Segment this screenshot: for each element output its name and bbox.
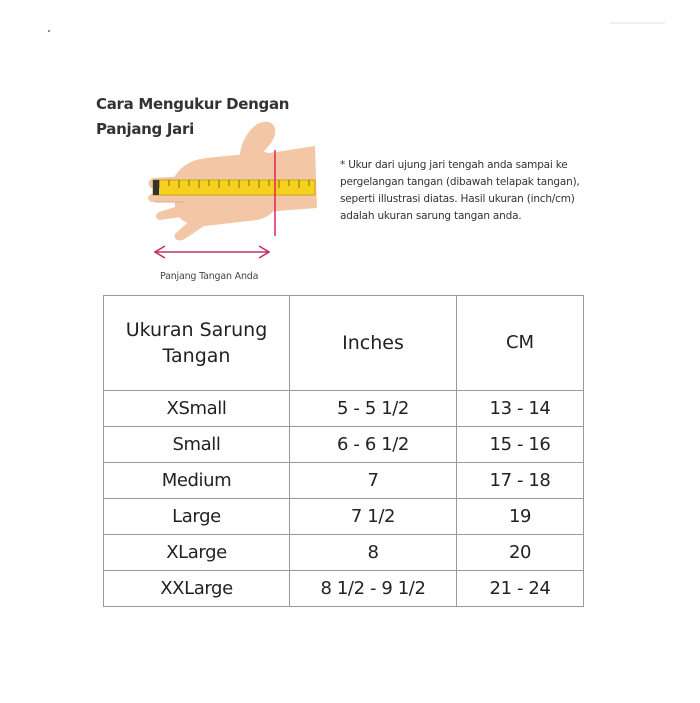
hand-measurement-illustration xyxy=(145,116,330,280)
header-inches: Inches xyxy=(290,296,457,391)
heading-line-2: Panjang Jari xyxy=(96,120,194,138)
header-glove-size-line-2: Tangan xyxy=(162,345,231,367)
inches-cell: 7 xyxy=(290,463,457,499)
inches-cell: 7 1/2 xyxy=(290,499,457,535)
cm-cell: 17 - 18 xyxy=(457,463,584,499)
cm-cell: 19 xyxy=(457,499,584,535)
cm-cell: 15 - 16 xyxy=(457,427,584,463)
hand-icon xyxy=(145,116,330,276)
size-cell: XXLarge xyxy=(104,571,290,607)
size-cell: Medium xyxy=(104,463,290,499)
illustration-caption: Panjang Tangan Anda xyxy=(160,271,259,282)
cm-cell: 13 - 14 xyxy=(457,391,584,427)
inches-cell: 6 - 6 1/2 xyxy=(290,427,457,463)
header-cm: CM xyxy=(457,296,584,391)
note-line-4: adalah ukuran sarung tangan anda. xyxy=(340,210,522,222)
size-cell: Small xyxy=(104,427,290,463)
decorative-dot xyxy=(48,30,50,32)
inches-cell: 8 1/2 - 9 1/2 xyxy=(290,571,457,607)
measuring-tape-icon xyxy=(153,180,315,195)
table-header-row xyxy=(104,296,584,391)
table-row xyxy=(104,391,584,427)
measuring-instructions xyxy=(340,157,600,225)
inches-cell: 8 xyxy=(290,535,457,571)
table-row xyxy=(104,535,584,571)
double-arrow-icon xyxy=(155,246,269,258)
note-line-3: seperti illustrasi diatas. Hasil ukuran (inch/cm) xyxy=(340,193,575,205)
header-glove-size-line-1: Ukuran Sarung xyxy=(125,319,268,341)
table-row xyxy=(104,463,584,499)
size-cell: XSmall xyxy=(104,391,290,427)
table-row xyxy=(104,427,584,463)
cm-cell: 20 xyxy=(457,535,584,571)
size-cell: Large xyxy=(104,499,290,535)
decorative-mark xyxy=(610,22,665,24)
glove-size-table xyxy=(103,295,584,607)
note-line-2: pergelangan tangan (dibawah telapak tangan), xyxy=(340,176,580,188)
heading-line-1: Cara Mengukur Dengan xyxy=(96,95,290,113)
inches-cell: 5 - 5 1/2 xyxy=(290,391,457,427)
size-cell: XLarge xyxy=(104,535,290,571)
header-glove-size xyxy=(104,296,290,391)
cm-cell: 21 - 24 xyxy=(457,571,584,607)
note-line-1: * Ukur dari ujung jari tengah anda sampai ke xyxy=(340,159,568,171)
table-row xyxy=(104,499,584,535)
table-row xyxy=(104,571,584,607)
